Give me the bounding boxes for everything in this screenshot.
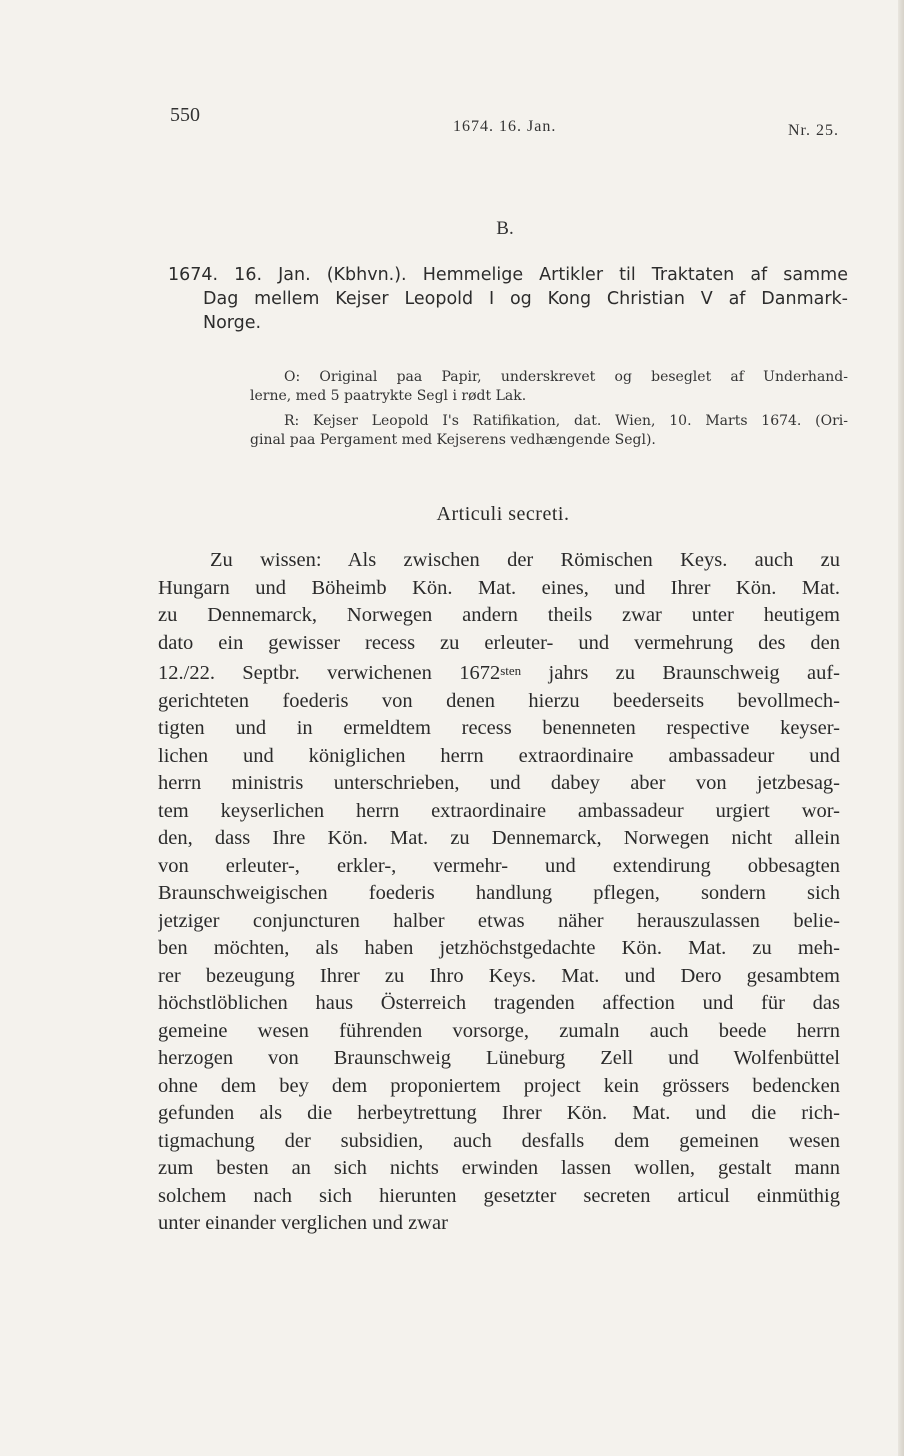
body-line: Braunschweigischen foederis handlung pflegen, sondern sich [158, 882, 840, 904]
body-line: solchem nach sich hierunten gesetzter secreten articul einmüthig [158, 1184, 840, 1207]
body-line: herrn ministris unterschrieben, und dabey aber von jetzbesag- [158, 772, 840, 794]
source-line: R: Kejser Leopold I's Ratifikation, dat. Wien, 10. Marts 1674. (Ori- [284, 413, 848, 429]
body-line: von erleuter-, erkler-, vermehr- und extendirung obbesagten [158, 854, 840, 877]
body-line [158, 657, 840, 688]
body-line: ohne dem bey dem proponiertem project kein grössers bedencken [158, 1074, 840, 1097]
articuli-title: Articuli secreti. [436, 503, 570, 525]
body-line: tigten und in ermeldtem recess benenneten respective keyser- [158, 717, 840, 739]
body-line: tigmachung der subsidien, auch desfalls dem gemeinen wesen [158, 1129, 840, 1152]
document-number: Nr. 25. [788, 122, 839, 139]
body-line: unter einander verglichen und zwar [158, 1212, 448, 1234]
page-edge [898, 0, 904, 1456]
ordinal-superscript: sten [500, 663, 522, 678]
summary-line: Norge. [203, 313, 262, 333]
body-line: zum besten an sich nichts erwinden lassen wollen, gestalt mann [158, 1157, 840, 1179]
body-line: gemeine wesen führenden vorsorge, zumaln auch beede herrn [158, 1019, 840, 1042]
body-line-part: jahrs zu Braunschweig auf- [521, 662, 840, 684]
summary-line: 1674. 16. Jan. (Kbhvn.). Hemmelige Artikler til Traktaten af samme [168, 265, 848, 285]
treaty-body-text [158, 547, 840, 1238]
page-number: 550 [170, 104, 200, 126]
body-line: höchstlöblichen haus Österreich tragenden affection und für das [158, 992, 840, 1014]
body-line: dato ein gewisser recess zu erleuter- und vermehrung des den [158, 631, 840, 654]
body-line: Hungarn und Böheimb Kön. Mat. eines, und Ihrer Kön. Mat. [158, 576, 840, 599]
source-line: O: Original paa Papir, underskrevet og beseglet af Underhand- [284, 369, 848, 385]
body-line: lichen und königlichen herrn extraordinaire ambassadeur und [158, 744, 840, 767]
body-line: jetziger conjuncturen halber etwas näher herauszulassen belie- [158, 909, 840, 932]
body-line: ben möchten, als haben jetzhöchstgedachte Kön. Mat. zu meh- [158, 937, 840, 959]
document-summary [168, 263, 848, 335]
body-line: den, dass Ihre Kön. Mat. zu Dennemarck, Norwegen nicht allein [158, 827, 840, 849]
source-note-ratification [250, 412, 848, 450]
body-line: rer bezeugung Ihrer zu Ihro Keys. Mat. und Dero gesambtem [158, 964, 840, 987]
summary-line: Dag mellem Kejser Leopold I og Kong Christian V af Danmark- [203, 289, 848, 309]
body-line-part: 12./22. Septbr. verwichenen 1672 [158, 662, 501, 684]
running-header [0, 98, 904, 138]
running-date: 1674. 16. Jan. [453, 118, 557, 135]
body-line: gerichteten foederis von denen hierzu beederseits bevollmech- [158, 689, 840, 712]
body-line: herzogen von Braunschweig Lüneburg Zell und Wolfenbüttel [158, 1047, 840, 1069]
source-note-original [250, 368, 848, 406]
section-letter: B. [496, 218, 514, 239]
body-line: zu Dennemarck, Norwegen andern theils zwar unter heutigem [158, 604, 840, 626]
body-line: Zu wissen: Als zwischen der Römischen Keys. auch zu [210, 549, 840, 571]
source-notes [250, 368, 848, 456]
body-line: tem keyserlichen herrn extraordinaire ambassadeur urgiert wor- [158, 799, 840, 822]
source-line: ginal paa Pergament med Kejserens vedhængende Segl). [250, 432, 656, 448]
source-line: lerne, med 5 paatrykte Segl i rødt Lak. [250, 388, 527, 404]
body-line: gefunden als die herbeytrettung Ihrer Kön. Mat. und die rich- [158, 1102, 840, 1124]
